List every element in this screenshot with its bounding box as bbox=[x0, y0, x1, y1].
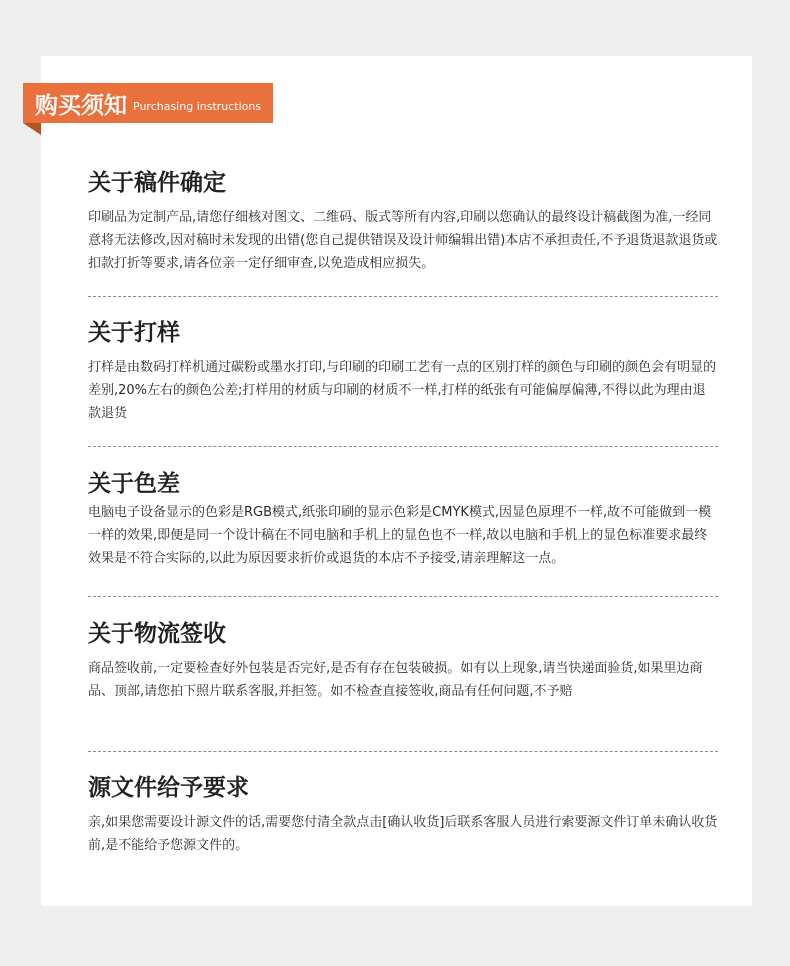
section-title: 关于色差 bbox=[88, 471, 180, 497]
section-body: 电脑电子设备显示的色彩是RGB模式,纸张印刷的显示色彩是CMYK模式,因显色原理不一样,故不可能做到一模一样的效果,即便是同一个设计稿在不同电脑和手机上的显色也不一样,故以电脑和手机上的显色标准要求最终效果是不符合实际的,以此为原因要求折价或退货的本店不予接受,请亲理解这一点。 bbox=[88, 505, 712, 566]
purchase-notice-banner bbox=[23, 83, 273, 123]
banner-fold-decoration bbox=[23, 123, 41, 135]
section-proofing bbox=[88, 318, 718, 425]
section-draft-confirmation bbox=[88, 168, 718, 275]
purchase-notice-card bbox=[35, 56, 752, 906]
section-logistics-signing bbox=[88, 619, 718, 703]
section-source-files bbox=[88, 773, 718, 857]
section-body: 亲,如果您需要设计源文件的话,需要您付清全款点击[确认收货]后联系客服人员进行索要源文件订单未确认收货前,是不能给予您源文件的。 bbox=[88, 815, 718, 853]
section-body: 印刷品为定制产品,请您仔细核对图文、二维码、版式等所有内容,印刷以您确认的最终设计稿截图为准,一经同意将无法修改,因对稿时未发现的出错(您自己提供错误及设计师编辑出错)本店不承担责任,不予退货退款退货或扣款打折等要求,请各位亲一定仔细审查,以免造成相应损失。 bbox=[88, 210, 718, 271]
banner-subtitle: Purchasing instructions bbox=[133, 99, 262, 113]
section-title: 源文件给予要求 bbox=[88, 775, 249, 801]
section-title: 关于打样 bbox=[88, 320, 180, 346]
section-divider bbox=[88, 446, 718, 447]
banner-title: 购买须知 bbox=[35, 92, 127, 119]
section-title: 关于物流签收 bbox=[88, 621, 226, 647]
section-divider bbox=[88, 296, 718, 297]
section-divider bbox=[88, 751, 718, 752]
section-body: 商品签收前,一定要检查好外包装是否完好,是否有存在包装破损。如有以上现象,请当快递面验货,如果里边商品、顶部,请您拍下照片联系客服,并拒签。如不检查直接签收,商品有任何问题,不予赔 bbox=[88, 661, 703, 699]
section-title: 关于稿件确定 bbox=[88, 170, 226, 196]
section-body: 打样是由数码打样机通过碳粉或墨水打印,与印刷的印刷工艺有一点的区别打样的颜色与印刷的颜色会有明显的差别,20%左右的颜色公差;打样用的材质与印刷的材质不一样,打样的纸张有可能偏厚偏薄,不得以此为理由退款退货 bbox=[88, 360, 717, 421]
section-divider bbox=[88, 596, 718, 597]
section-color-difference bbox=[88, 469, 718, 570]
